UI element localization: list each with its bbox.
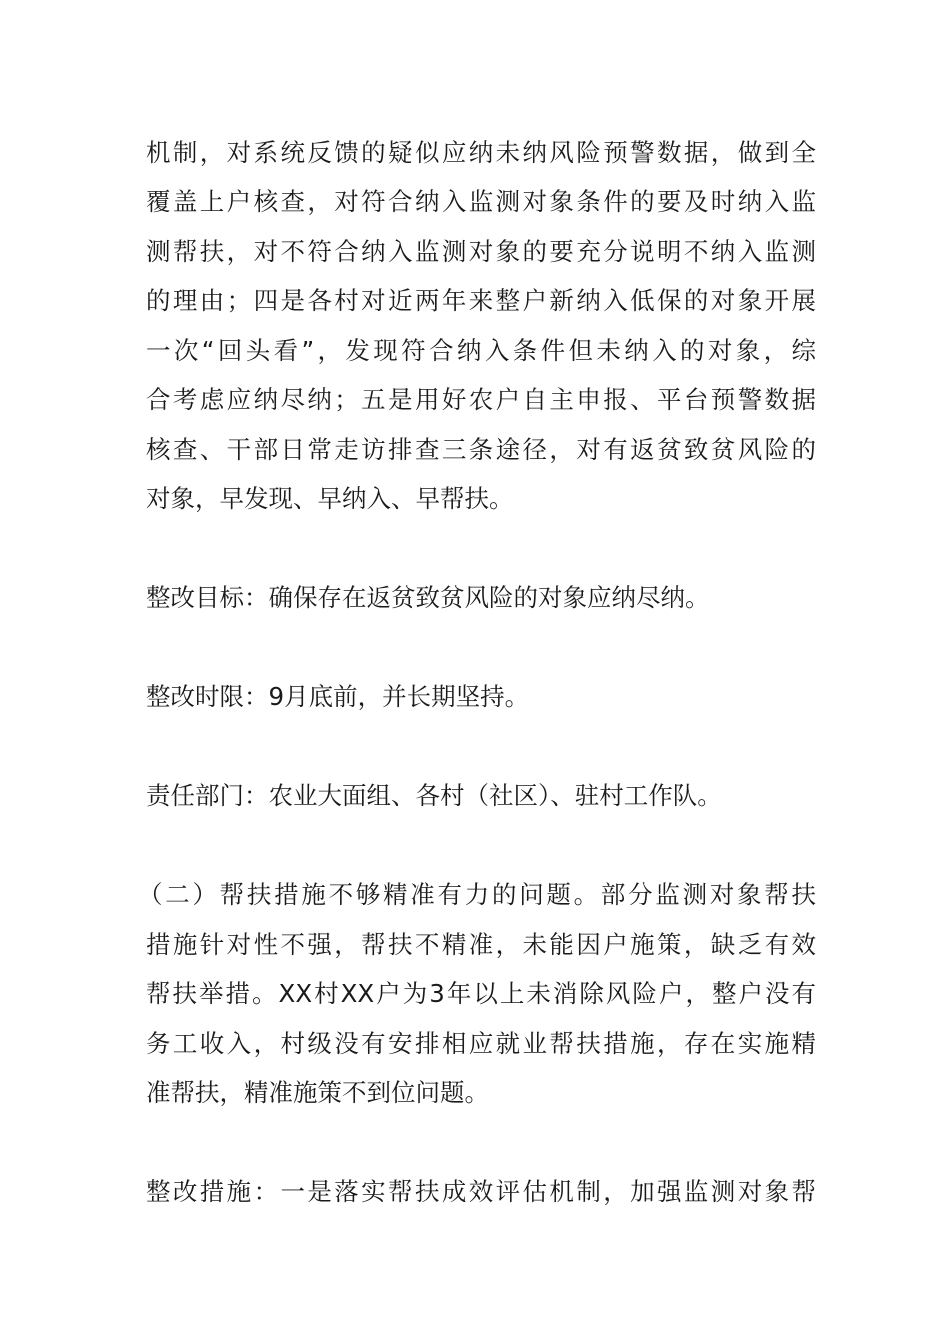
paragraph-line: 的理由；四是各村对近两年来整户新纳入低保的对象开展 xyxy=(146,286,816,315)
paragraph-line: 措施针对性不强，帮扶不精准，未能因户施策，缺乏有效 xyxy=(146,930,816,959)
paragraph-line: 准帮扶，精准施策不到位问题。 xyxy=(146,1078,489,1107)
rectification-target: 整改目标：确保存在返贫致贫风险的对象应纳尽纳。 xyxy=(146,583,710,612)
paragraph-line: 核查、干部日常走访排查三条途径，对有返贫致贫风险的 xyxy=(146,435,816,464)
paragraph-line: 机制，对系统反馈的疑似应纳未纳风险预警数据，做到全 xyxy=(146,138,816,167)
paragraph-line: 帮扶举措。XX村XX户为3年以上未消除风险户，整户没有 xyxy=(146,979,816,1008)
paragraph-line: 一次“回头看”，发现符合纳入条件但未纳入的对象，综 xyxy=(146,336,816,365)
paragraph-line: 务工收入，村级没有安排相应就业帮扶措施，存在实施精 xyxy=(146,1029,816,1058)
rectification-deadline: 整改时限：9月底前，并长期坚持。 xyxy=(146,682,530,711)
responsible-department: 责任部门：农业大面组、各村（社区）、驻村工作队。 xyxy=(146,781,722,810)
paragraph-line: （二）帮扶措施不够精准有力的问题。部分监测对象帮扶 xyxy=(138,880,816,909)
rectification-measures: 整改措施：一是落实帮扶成效评估机制，加强监测对象帮 xyxy=(146,1177,816,1206)
paragraph-line: 合考虑应纳尽纳；五是用好农户自主申报、平台预警数据 xyxy=(146,385,816,414)
paragraph-line: 对象，早发现、早纳入、早帮扶。 xyxy=(146,484,514,513)
paragraph-line: 测帮扶，对不符合纳入监测对象的要充分说明不纳入监测 xyxy=(146,237,816,266)
paragraph-line: 覆盖上户核查，对符合纳入监测对象条件的要及时纳入监 xyxy=(146,187,816,216)
